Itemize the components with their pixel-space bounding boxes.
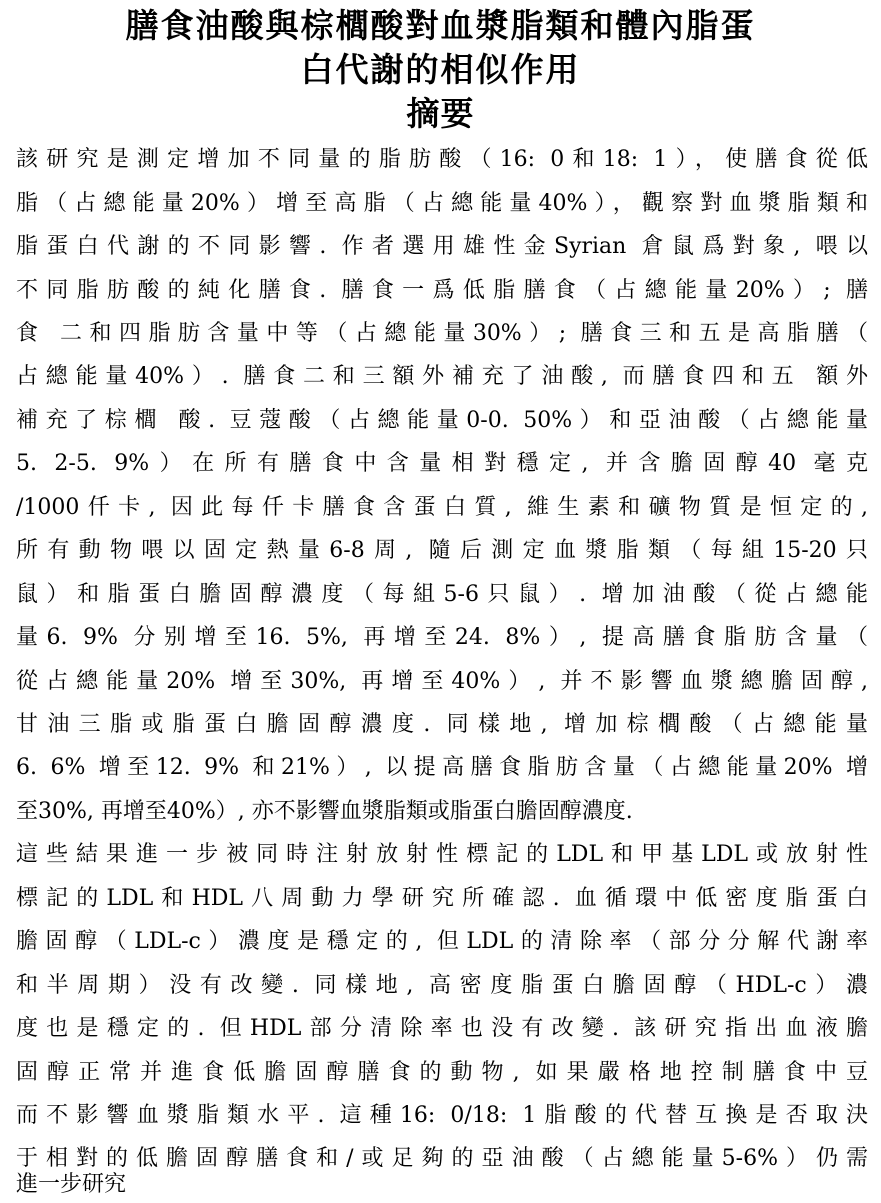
body-line-21: 度也是穩定的. 但HDL部分清除率也没有改變. 該研究指出血液膽 xyxy=(16,1016,868,1041)
body-line-12: 量6. 9% 分别增至16. 5%, 再增至24. 8%）, 提高膳食脂肪含量（ xyxy=(16,625,868,650)
body-line-9: /1000仟卡, 因此每仟卡膳食含蛋白質, 維生素和礦物質是恒定的, xyxy=(16,495,868,520)
body-line-10: 所有動物喂以固定熱量6-8周, 隨后測定血漿脂類（每組15-20只 xyxy=(16,538,868,563)
body-line-15: 6. 6% 增至12. 9% 和21%）, 以提高膳食脂肪含量（占總能量20% 增 xyxy=(16,755,868,780)
body-line-1: 該研究是測定增加不同量的脂肪酸（16: 0和18: 1），使膳食從低 xyxy=(16,147,868,172)
body-line-8: 5. 2-5. 9%）在所有膳食中含量相對穩定, 并含膽固醇40 毫克 xyxy=(16,451,868,476)
body-line-18: 標記的LDL和HDL八周動力學研究所確認. 血循環中低密度脂蛋白 xyxy=(16,886,868,911)
body-line-22: 固醇正常并進食低膽固醇膳食的動物, 如果嚴格地控制膳食中豆 xyxy=(16,1060,868,1085)
body-line-11: 鼠）和脂蛋白膽固醇濃度（每組5-6只鼠）. 增加油酸（從占總能 xyxy=(16,582,868,607)
body-line-19: 膽固醇（LDL-c）濃度是穩定的, 但LDL的清除率（部分分解代謝率 xyxy=(16,929,868,954)
body-line-6: 占總能量40%）. 膳食二和三額外補充了油酸, 而膳食四和五 額外 xyxy=(16,364,868,389)
body-line-25: 進一步研究 xyxy=(16,1172,127,1197)
body-line-23: 而不影響血漿脂類水平. 這種16: 0/18: 1脂酸的代替互換是否取決 xyxy=(16,1103,868,1128)
body-line-17: 這些結果進一步被同時注射放射性標記的LDL和甲基LDL或放射性 xyxy=(16,842,868,867)
body-line-4: 不同脂肪酸的純化膳食. 膳食一爲低脂膳食（占總能量20%）; 膳 xyxy=(16,278,868,303)
title-line-1: 膳食油酸與棕櫚酸對血漿脂類和體內脂蛋 xyxy=(125,6,756,45)
body-line-24: 于相對的低膽固醇膳食和/或足夠的亞油酸（占總能量5-6%）仍需 xyxy=(16,1146,868,1171)
body-line-14: 甘油三脂或脂蛋白膽固醇濃度. 同樣地, 增加棕櫚酸（占總能量 xyxy=(16,712,868,737)
abstract-heading: 摘要 xyxy=(406,94,475,133)
body-line-20: 和半周期）没有改變. 同樣地, 高密度脂蛋白膽固醇（HDL-c）濃 xyxy=(16,973,868,998)
body-line-16: 至30%, 再增至40%）, 亦不影響血漿脂類或脂蛋白膽固醇濃度. xyxy=(16,799,633,824)
body-line-13: 從占總能量20% 增至30%, 再增至40%）, 并不影響血漿總膽固醇, xyxy=(16,669,868,694)
body-line-7: 補充了棕櫚 酸. 豆蔻酸（占總能量0-0. 50%）和亞油酸（占總能量 xyxy=(16,408,868,433)
body-line-3: 脂蛋白代謝的不同影響. 作者選用雄性金Syrian 倉鼠爲對象, 喂以 xyxy=(16,234,868,259)
body-line-5: 食 二和四脂肪含量中等（占總能量30%）; 膳食三和五是高脂膳（ xyxy=(16,321,868,346)
title-line-2: 白代謝的相似作用 xyxy=(300,50,581,89)
body-line-2: 脂（占總能量20%）增至高脂（占總能量40%），觀察對血漿脂類和 xyxy=(16,191,868,216)
